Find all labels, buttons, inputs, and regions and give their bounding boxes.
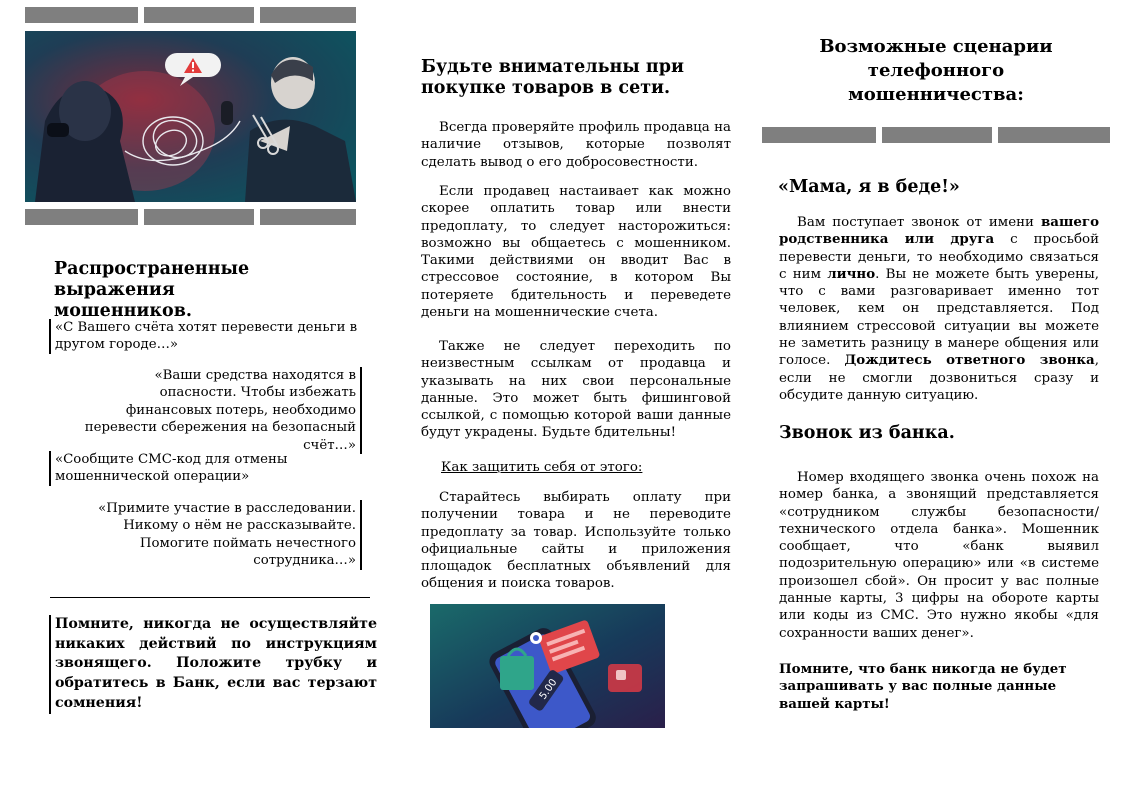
top-bar-3 — [260, 7, 356, 23]
online-shopping-illustration — [430, 604, 665, 728]
left-reminder: Помните, никогда не осуществляйте никаких действий по инструкциям звонящего. Положите трубку и обратитесь в Банк, если вас терзают сомнения! — [49, 615, 377, 714]
bank-text: Номер входящего звонка очень похож на номер банка, а звонящий представляется «сотрудником службы безопасности/ технического отдела банка». Мошенник сообщает, что «банк выявил подозрительную операцию» или «в системе произошел сбой». Он просит у вас полные данные карты, 3 цифры на обороте карты или коды из СМС. Это нужно якобы «для сохранности ваших денег». — [779, 470, 1099, 641]
right-title: Возможные сценарии телефонного мошенничества: — [819, 36, 1053, 105]
mid-bar-1 — [25, 209, 138, 225]
mid-bar-3 — [260, 209, 356, 225]
phone-price: 5.00 — [537, 677, 560, 702]
right-bar-1 — [762, 127, 876, 143]
mama-text: Вам поступает звонок от имени вашего родственника или друга с просьбой перевести деньги, то необходимо связаться с ним лично. Вы не можете быть уверены, что с вами разговаривает именно тот человек, кем он представляется. Под влиянием стрессовой ситуации вы можете не заметить разницу в манере общения или голосе. Дождитесь ответного звонка, если не смогли дозвониться сразу и обсудите данную ситуацию. — [779, 214, 1099, 403]
middle-paragraph-2: Если продавец настаивает как можно скорее оплатить товар или внести предоплату, то следует насторожиться: возможно вы общаетесь с мошенником. Такими действиями он вводит Вас в стрессовое состояние, в котором Вы потеряете бдительность и переведете деньги на мошеннические счета. — [421, 184, 731, 321]
quote-2: «Ваши средства находятся в опасности. Чтобы избежать финансовых потерь, необходимо перевести сбережения на безопасный счёт…» — [74, 367, 362, 454]
right-bar-3 — [998, 127, 1110, 143]
bank-heading: Звонок из банка. — [779, 423, 955, 443]
mid-bar-2 — [144, 209, 254, 225]
left-heading: Распространенные выражения мошенников. — [54, 259, 250, 321]
middle-paragraph-1: Всегда проверяйте профиль продавца на наличие отзывов, которые позволят сделать вывод о его добросовестности. — [421, 120, 731, 170]
protect-text: Старайтесь выбирать оплату при получении товара и не переводите предоплату за товар. Используйте только официальные сайты и приложения площадок бесплатных объявлений для общения и поиска товаров. — [421, 490, 731, 592]
bank-reminder: Помните, что банк никогда не будет запрашивать у вас полные данные вашей карты! — [779, 661, 1067, 712]
phone-scam-illustration — [25, 31, 356, 202]
quote-3: «Сообщите СМС-код для отмены мошеннической операции» — [49, 451, 335, 486]
quote-1: «С Вашего счёта хотят перевести деньги в другом городе…» — [49, 319, 361, 354]
middle-heading: Будьте внимательны при покупке товаров в сети. — [421, 57, 684, 98]
right-bar-2 — [882, 127, 992, 143]
protect-heading: Как защитить себя от этого: — [441, 460, 643, 475]
quote-4: «Примите участие в расследовании. Никому о нём не рассказывайте. Помогите поймать нечестного сотрудника…» — [96, 500, 362, 570]
left-divider — [50, 597, 370, 598]
mama-heading: «Мама, я в беде!» — [778, 177, 960, 197]
middle-paragraph-3: Также не следует переходить по неизвестным ссылкам от продавца и указывать на них свои персональные данные. Это может быть фишинговой ссылкой, с помощью которой ваши данные будут украдены. Будьте бдительны! — [421, 339, 731, 441]
top-bar-2 — [144, 7, 254, 23]
top-bar-1 — [25, 7, 138, 23]
